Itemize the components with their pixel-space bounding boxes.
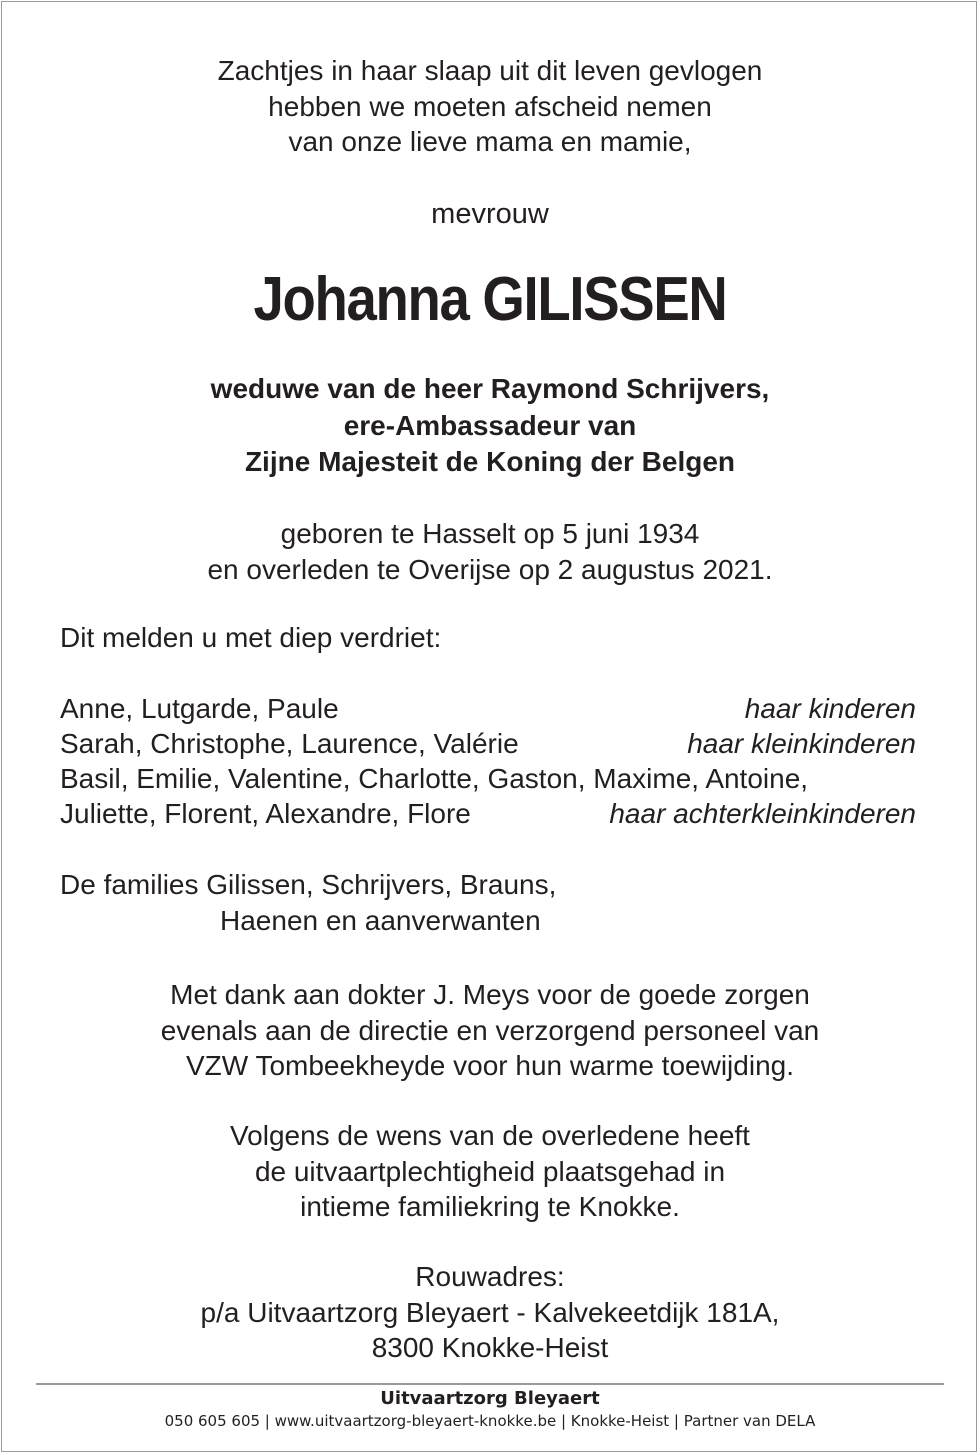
birth-death-dates: [0, 516, 980, 587]
family-row-great-grandchildren-1: [60, 761, 920, 796]
funeral-note: [0, 1118, 980, 1225]
widow-line: weduwe van de heer Raymond Schrijvers,: [210, 373, 770, 404]
relatives-line: Haenen en aanverwanten: [220, 904, 541, 936]
intro-line: van onze lieve mama en mamie,: [288, 126, 692, 157]
funeral-line: Volgens de wens van de overledene heeft: [230, 1120, 750, 1151]
thanks-line: Met dank aan dokter J. Meys voor de goede zorgen: [170, 979, 810, 1010]
honorific: mevrouw: [431, 198, 549, 230]
family-names: Juliette, Florent, Alexandre, Flore: [60, 798, 471, 829]
widow-line: ere-Ambassadeur van: [343, 409, 637, 441]
family-names: Anne, Lutgarde, Paule: [60, 693, 339, 724]
thanks-line: evenals aan de directie en verzorgend personeel van: [160, 1014, 820, 1046]
mourning-address: [0, 1259, 980, 1366]
thanks-note: [0, 977, 980, 1084]
footer-divider: [36, 1383, 944, 1385]
family-row-grandchildren: [60, 726, 920, 761]
address-street: p/a Uitvaartzorg Bleyaert - Kalvekeetdijk 181A,: [200, 1296, 780, 1328]
family-names: Sarah, Christophe, Laurence, Valérie: [60, 728, 519, 759]
deceased-name: Johanna GILISSEN: [253, 265, 727, 334]
death-line: en overleden te Overijse op 2 augustus 2021.: [207, 553, 773, 585]
intro-verse: [0, 53, 980, 160]
birth-line: geboren te Hasselt op 5 juni 1934: [280, 518, 700, 549]
widow-of: [0, 371, 980, 481]
family-role: haar kinderen: [744, 693, 916, 724]
family-role: haar achterkleinkinderen: [609, 798, 916, 829]
address-city: 8300 Knokke-Heist: [371, 1332, 609, 1363]
family-row-great-grandchildren-2: [60, 796, 920, 831]
footer-company: Uitvaartzorg Bleyaert: [380, 1388, 600, 1409]
address-label: Rouwadres:: [415, 1261, 565, 1292]
family-role: haar kleinkinderen: [687, 728, 916, 759]
relatives: [60, 867, 920, 938]
funeral-line: de uitvaartplechtigheid plaatsgehad in: [254, 1155, 726, 1187]
intro-line: hebben we moeten afscheid nemen: [268, 90, 712, 122]
thanks-line: VZW Tombeekheyde voor hun warme toewijding.: [185, 1050, 794, 1081]
widow-line: Zijne Majesteit de Koning der Belgen: [244, 446, 736, 477]
funeral-line: intieme familiekring te Knokke.: [300, 1191, 680, 1222]
intro-line: Zachtjes in haar slaap uit dit leven gevlogen: [217, 55, 763, 86]
announcement: Dit melden u met diep verdriet:: [60, 622, 442, 653]
relatives-line: De families Gilissen, Schrijvers, Brauns,: [60, 869, 557, 900]
family-list: [60, 691, 920, 831]
family-row-children: [60, 691, 920, 726]
footer-contact-info: 050 605 605 | www.uitvaartzorg-bleyaert-knokke.be | Knokke-Heist | Partner van DELA: [164, 1412, 816, 1430]
family-names: Basil, Emilie, Valentine, Charlotte, Gaston, Maxime, Antoine,: [60, 763, 809, 794]
